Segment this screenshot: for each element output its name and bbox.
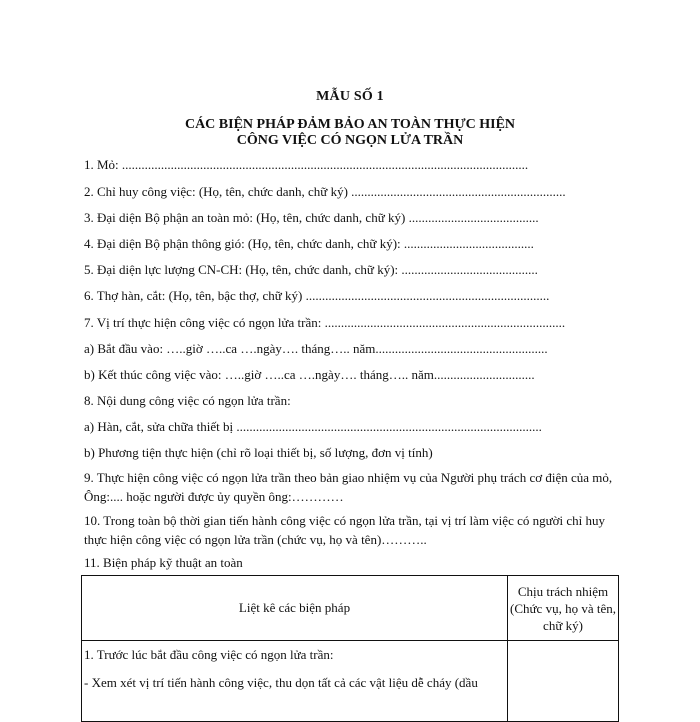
- field-welding-repair: a) Hàn, cắt, sửa chữa thiết bị ..............................................................................................: [84, 419, 542, 434]
- title-line-1: CÁC BIỆN PHÁP ĐẢM BẢO AN TOÀN THỰC HIỆN: [184, 117, 516, 132]
- measure-step-1-detail: - Xem xét vị trí tiến hành công việc, thu dọn tất cả các vật liệu dễ cháy (dầu: [84, 675, 478, 690]
- field-welder: 6. Thợ hàn, cắt: (Họ, tên, bậc thợ, chữ ký) ...........................................................................: [84, 288, 550, 303]
- field-ventilation-representative: 4. Đại diện Bộ phận thông gió: (Họ, tên, chức danh, chữ ký): ........................................: [84, 236, 534, 251]
- table-row: [82, 641, 619, 722]
- table-cell-responsible: [508, 641, 619, 722]
- paragraph-10: 10. Trong toàn bộ thời gian tiến hành công việc có ngọn lửa trần, tại vị trí làm việc có người chỉ huy thực hiện công việc có ngọn lửa trần (chức vụ, họ và tên)………..: [84, 513, 606, 547]
- table-cell-measures: [82, 641, 508, 722]
- field-rescue-representative: 5. Đại diện lực lượng CN-CH: (Họ, tên, chức danh, chữ ký): ..........................................: [84, 262, 538, 277]
- paragraph-9: 9. Thực hiện công việc có ngọn lửa trần theo bản giao nhiệm vụ của Người phụ trách cơ điện của mỏ, Ông:.... hoặc người được ủy quyền ông:…………: [84, 470, 613, 504]
- section-11-heading: 11. Biện pháp kỹ thuật an toàn: [84, 555, 243, 570]
- title-line-2: CÔNG VIỆC CÓ NGỌN LỬA TRẦN: [236, 133, 464, 148]
- document-title: [0, 117, 700, 149]
- field-equipment: b) Phương tiện thực hiện (chỉ rõ loại thiết bị, số lượng, đơn vị tính): [84, 445, 433, 460]
- measure-step-1: 1. Trước lúc bắt đầu công việc có ngọn lửa trần:: [84, 647, 334, 662]
- table-header-measures: Liệt kê các biện pháp: [82, 576, 508, 641]
- table-header-responsible: Chịu trách nhiệm (Chức vụ, họ và tên, chữ ký): [508, 576, 619, 641]
- field-safety-representative: 3. Đại diện Bộ phận an toàn mỏ: (Họ, tên, chức danh, chữ ký) ........................................: [84, 210, 539, 225]
- field-start-time: a) Bắt đầu vào: …..giờ …..ca ….ngày…. tháng….. năm.....................................................: [84, 341, 548, 356]
- field-mine: 1. Mỏ: .............................................................................................................................: [84, 157, 529, 172]
- field-end-time: b) Kết thúc công việc vào: …..giờ …..ca ….ngày…. tháng….. năm...............................: [84, 367, 535, 382]
- table-header-row: [82, 576, 619, 641]
- form-number: MẪU SỐ 1: [316, 89, 384, 104]
- field-work-content: 8. Nội dung công việc có ngọn lửa trần:: [84, 393, 291, 408]
- field-work-commander: 2. Chỉ huy công việc: (Họ, tên, chức danh, chữ ký) ..................................................................: [84, 184, 566, 199]
- field-work-location: 7. Vị trí thực hiện công việc có ngọn lửa trần: ..........................................................................: [84, 315, 566, 330]
